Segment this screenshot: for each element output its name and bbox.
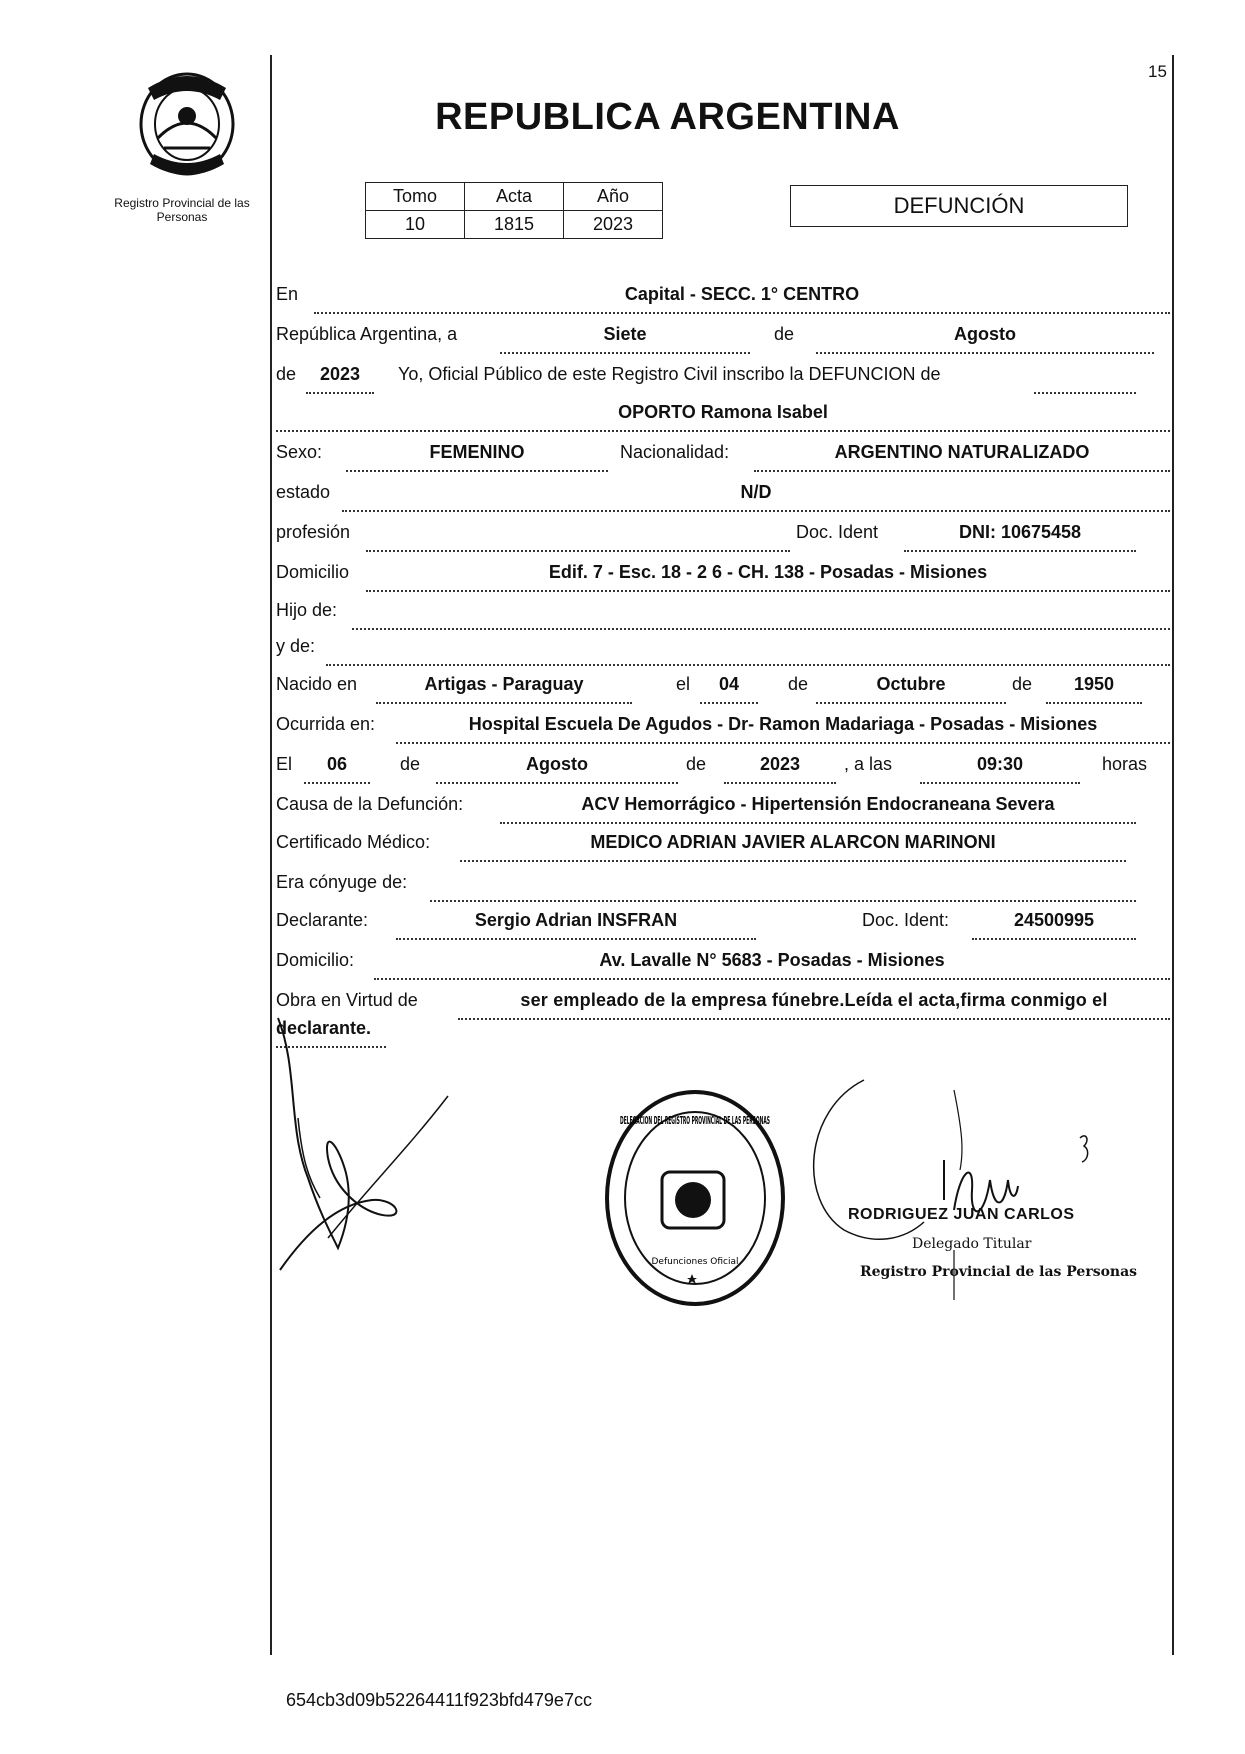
row-conyuge <box>276 872 1172 906</box>
nacionalidad-value: ARGENTINO NATURALIZADO <box>754 442 1170 472</box>
document-hash: 654cb3d09b52264411f923bfd479e7cc <box>286 1690 592 1710</box>
ref-header-tomo: Tomo <box>366 183 465 211</box>
doc2-value: 24500995 <box>972 910 1136 940</box>
death-year: 2023 <box>724 754 836 784</box>
hijo-label: Hijo de: <box>276 600 338 620</box>
row-hijo <box>276 600 1172 634</box>
nacido-value: Artigas - Paraguay <box>376 674 632 704</box>
domicilio2-label: Domicilio: <box>276 950 355 970</box>
obra-label: Obra en Virtud de <box>276 990 418 1010</box>
row-nacido <box>276 674 1172 708</box>
alas-label: , a las <box>844 754 893 774</box>
row-en <box>276 284 1172 318</box>
record-type-box: DEFUNCIÓN <box>790 185 1128 227</box>
day-value: Siete <box>500 324 750 354</box>
declarant-signature <box>268 1008 468 1278</box>
de-label: de <box>774 324 795 344</box>
row-ocurrida <box>276 714 1172 748</box>
page-title: REPUBLICA ARGENTINA <box>435 96 900 138</box>
de3-label: de <box>788 674 809 694</box>
year-value: 2023 <box>306 364 374 394</box>
row-certificado <box>276 832 1172 866</box>
republica-label: República Argentina, a <box>276 324 458 344</box>
doc-value: DNI: 10675458 <box>904 522 1136 552</box>
stamp-text: DELEGACION DEL REGISTRO PROVINCIAL DE LAS PERSONAS <box>620 1114 771 1127</box>
horas-label: horas <box>1102 754 1148 774</box>
death-time: 09:30 <box>920 754 1080 784</box>
row-causa <box>276 794 1172 828</box>
ref-value-acta: 1815 <box>465 211 564 239</box>
de4-label: de <box>1012 674 1033 694</box>
row-date <box>276 324 1172 358</box>
domicilio-value: Edif. 7 - Esc. 18 - 2 6 - CH. 138 - Posadas - Misiones <box>366 562 1170 592</box>
conyuge-label: Era cónyuge de: <box>276 872 408 892</box>
obra-value-line2: declarante. <box>276 1018 386 1048</box>
birth-day: 04 <box>700 674 758 704</box>
nacionalidad-label: Nacionalidad: <box>620 442 730 462</box>
registry-caption: Registro Provincial de las Personas <box>114 196 250 224</box>
ocurrida-label: Ocurrida en: <box>276 714 376 734</box>
causa-value: ACV Hemorrágico - Hipertensión Endocraneana Severa <box>500 794 1136 824</box>
ref-header-acta: Acta <box>465 183 564 211</box>
de6-label: de <box>686 754 707 774</box>
el-label: el <box>676 674 691 694</box>
ref-value-anio: 2023 <box>564 211 663 239</box>
stamp-inner-text: Defunciones Oficial <box>651 1257 739 1267</box>
nacido-label: Nacido en <box>276 674 358 694</box>
row-domicilio <box>276 562 1172 596</box>
obra-value-line1: ser empleado de la empresa fúnebre.Leída el acta,firma conmigo el <box>458 990 1170 1020</box>
official-name: RODRIGUEZ JUAN CARLOS <box>848 1206 1075 1223</box>
official-registry: Registro Provincial de las Personas <box>860 1264 1138 1280</box>
row-declarante <box>276 910 1172 944</box>
row-estado <box>276 482 1172 516</box>
row-profesion <box>276 522 1172 556</box>
en-label: En <box>276 284 299 304</box>
causa-label: Causa de la Defunción: <box>276 794 464 814</box>
estado-value: N/D <box>342 482 1170 512</box>
profesion-value <box>366 522 790 552</box>
row-sexo <box>276 442 1172 476</box>
deceased-name: OPORTO Ramona Isabel <box>276 402 1170 432</box>
yde-value <box>326 636 1170 666</box>
ref-value-tomo: 10 <box>366 211 465 239</box>
conyuge-value <box>430 872 1136 902</box>
left-margin-rule <box>270 55 272 1655</box>
page-number: 15 <box>1148 62 1167 81</box>
right-margin-rule <box>1172 55 1174 1655</box>
ocurrida-value: Hospital Escuela De Agudos - Dr- Ramon Madariaga - Posadas - Misiones <box>396 714 1170 744</box>
official-stamp <box>600 1086 790 1310</box>
official-role: Delegado Titular <box>912 1236 1032 1252</box>
statement-text: Yo, Oficial Público de este Registro Civil inscribo la DEFUNCION de <box>398 364 941 384</box>
yde-label: y de: <box>276 636 316 656</box>
declarante-value: Sergio Adrian INSFRAN <box>396 910 756 940</box>
hijo-value <box>352 600 1170 630</box>
estado-label: estado <box>276 482 331 502</box>
statement-trail <box>1034 364 1136 394</box>
birth-year: 1950 <box>1046 674 1142 704</box>
domicilio2-value: Av. Lavalle N° 5683 - Posadas - Misiones <box>374 950 1170 980</box>
reference-table <box>365 182 663 239</box>
row-yde <box>276 636 1172 670</box>
doc2-label: Doc. Ident: <box>862 910 950 930</box>
el-caps-label: El <box>276 754 293 774</box>
death-day: 06 <box>304 754 370 784</box>
domicilio-label: Domicilio <box>276 562 350 582</box>
death-month: Agosto <box>436 754 678 784</box>
ref-header-anio: Año <box>564 183 663 211</box>
row-domicilio2 <box>276 950 1172 984</box>
sexo-value: FEMENINO <box>346 442 608 472</box>
en-value: Capital - SECC. 1° CENTRO <box>314 284 1170 314</box>
certificado-value: MEDICO ADRIAN JAVIER ALARCON MARINONI <box>460 832 1126 862</box>
certificado-label: Certificado Médico: <box>276 832 431 852</box>
declarante-label: Declarante: <box>276 910 369 930</box>
row-year-statement <box>276 364 1172 398</box>
profesion-label: profesión <box>276 522 351 542</box>
birth-month: Octubre <box>816 674 1006 704</box>
row-death-date <box>276 754 1172 788</box>
de5-label: de <box>400 754 421 774</box>
row-deceased <box>276 402 1172 436</box>
sexo-label: Sexo: <box>276 442 323 462</box>
month-value: Agosto <box>816 324 1154 354</box>
de2-label: de <box>276 364 297 384</box>
doc-label: Doc. Ident <box>796 522 879 542</box>
